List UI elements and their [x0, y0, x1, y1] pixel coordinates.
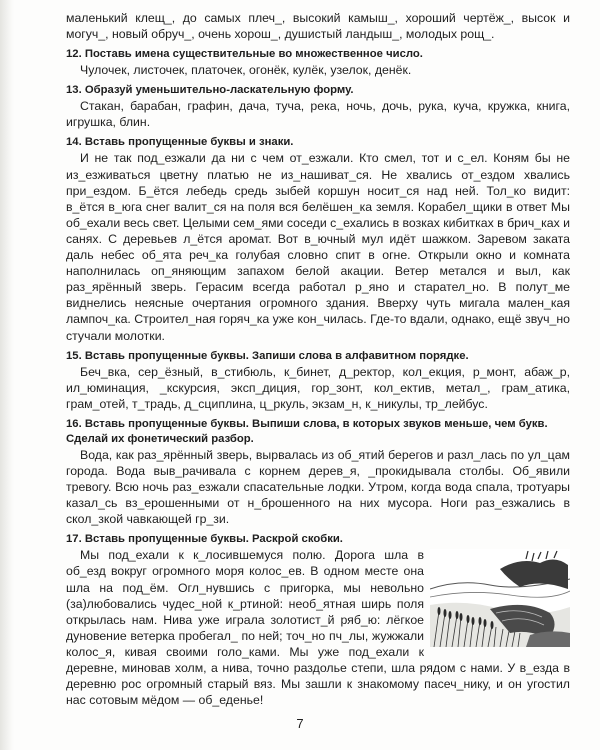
- task-17-body: Мы под_ехали к к_лосившемуся полю. Дорога шла в об_езд вокруг огромного моря колос_ев. В одном месте она шла на под_ём. Огл_нувшись с пригорка, мы невольно (за)любовались чудес_ной к_ртиной: необ_ятная ширь поля открылась нам. Нива уже играла золотист_й ряб_ю: лёгкое дуновение ветерка пробегал_ по ней; точ_но пч_лы, жужжали колос_я, кивая своими голо_ками. Мы уже под_ехали к деревне, миновав холм, а нива, точно раздолье степи, шла рядом с нами. У в_езда в деревню рос огромный старый вяз. Мы зашли к знакомому пасеч_нику, и он угостил нас сотовым мёдом — об_еденье!: [66, 548, 570, 708]
- task-16-heading: [66, 417, 570, 447]
- page-number: 7: [296, 716, 304, 731]
- task-15: [66, 349, 570, 412]
- task-title: Вставь пропущенные буквы. Выпиши слова, в которых звуков меньше, чем букв. Сделай их фонетический разбор.: [66, 417, 548, 445]
- wheat-field-illustration: [430, 549, 570, 647]
- task-title: Вставь пропущенные буквы. Запиши слова в алфавитном порядке.: [84, 349, 469, 362]
- intro-text: маленький клещ_, до самых плеч_, высокий камыш_, хороший чертёж_, высок и могуч_, новый обруч_, очень хорош_, душистый ландыш_, молодых рощ_.: [66, 11, 570, 42]
- page-binding-shadow: [0, 0, 14, 750]
- task-16: [66, 417, 570, 527]
- task-15-body: Беч_вка, сер_ёзный, в_стибюль, к_бинет, д_ректор, кол_екция, р_монт, абаж_р, ил_юминация, _кскурсия, эксп_диция, гор_зонт, кол_ектив, метал_, грам_атика, грам_отей, т_традь, д_сциплина, ц_ркуль, экзам_н, к_никулы, тр_лейбус.: [66, 364, 570, 411]
- task-16-body: Вода, как раз_ярённый зверь, вырвалась из об_ятий берегов и разл_лась по ул_цам города. Вода выв_рачивала с корнем дерев_я, _прокидывала столбы. Об_явили тревогу. Всю ночь раз_езжали спасательные лодки. Утром, когда вода спала, тротуары казал_сь вз_ерошенными от н_брошенного на них мусора. Ноги раз_езжались в скол_зкой чавкающей гр_зи.: [66, 447, 570, 527]
- task-title: Вставь пропущенные буквы. Раскрой скобки.: [84, 533, 343, 546]
- task-number: 12.: [66, 48, 82, 61]
- task-14: [66, 135, 570, 343]
- task-12-body: Чулочек, листочек, платочек, огонёк, кулёк, узелок, денёк.: [80, 63, 412, 78]
- task-15-heading: [66, 349, 570, 364]
- task-number: 17.: [66, 533, 82, 546]
- task-title: Поставь имена существительные во множественное число.: [84, 48, 423, 61]
- task-17: [66, 532, 570, 708]
- task-12: [66, 47, 570, 78]
- task-number: 14.: [66, 136, 82, 149]
- task-number: 16.: [66, 417, 82, 430]
- task-13-heading: [66, 83, 570, 98]
- task-title: Вставь пропущенные буквы и знаки.: [84, 136, 294, 149]
- task-number: 13.: [66, 84, 82, 97]
- task-17-heading: [66, 532, 570, 547]
- task-13-body: Стакан, барабан, графин, дача, туча, река, ночь, дочь, рука, куча, кружка, книга, игрушка, блин.: [66, 99, 570, 130]
- task-number: 15.: [66, 349, 82, 362]
- task-13: [66, 83, 570, 130]
- task-title: Образуй уменьшительно-ласкательную форму.: [84, 84, 354, 97]
- task-12-heading: [66, 47, 570, 62]
- task-14-body: И не так под_езжали да ни с чем от_езжали. Кто смел, тот и с_ел. Коням бы не из_езживаться цветну платью не из_нашиват_ся. Не хвались от_ездом хвались при_ездом. Б_ётся лебедь средь зыбей коршун носит_ся над ней. Тол_ко видит: в_ётся в_юга снег валит_ся на поля вся белёшен_ка земля. Корабел_щики в ответ Мы об_ехали весь свет. Целыми сем_ями соседи с_ехались в возках кибитках в брич_ках и санях. С деревьев л_ётся аромат. Вот в_ючный мул идёт шажком. Заревом заката даль небес об_ята реч_ка голубая словно спит в огне. Открыли окно и комната наполнилась оп_яняющим запахом белой акации. Ветер метался и выл, как раз_ярённый зверь. Герасим всегда работал р_яно и старател_но. В полут_ме виднелись неясные очертания огромного здания. Вверху чуть мигала мален_кая лампоч_ка. Строител_ная горяч_ка уже кон_чилась. Где-то вдали, однако, ещё звуч_но стучали молотки.: [66, 151, 571, 343]
- task-14-heading: [66, 135, 570, 150]
